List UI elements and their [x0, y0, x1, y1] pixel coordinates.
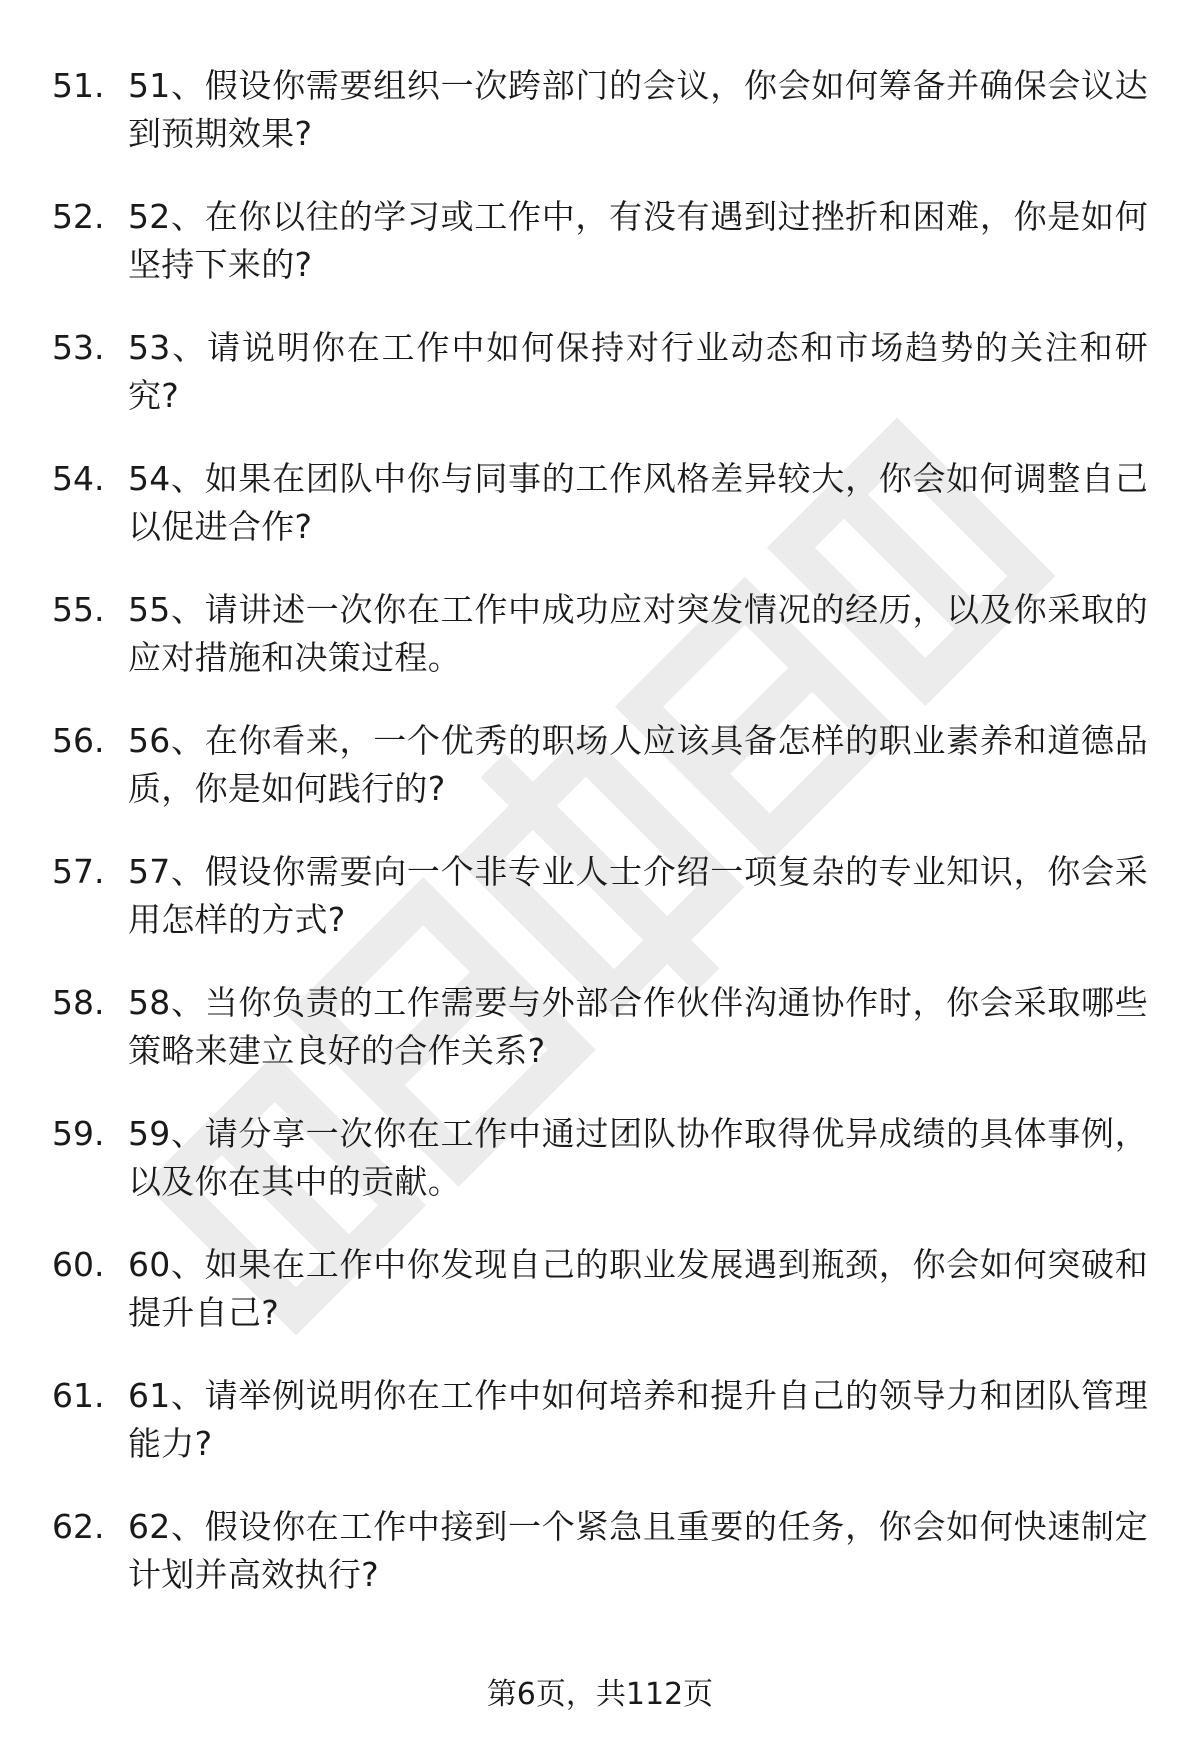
question-text: 59、请分享一次你在工作中通过团队协作取得优异成绩的具体事例，以及你在其中的贡献。 — [128, 1114, 1148, 1201]
list-item — [0, 848, 1200, 979]
list-item — [0, 1372, 1200, 1503]
question-text: 54、如果在团队中你与同事的工作风格差异较大，你会如何调整自己以促进合作? — [128, 459, 1148, 546]
list-item — [0, 455, 1200, 586]
question-number: 55. — [52, 590, 105, 629]
question-number: 54. — [52, 459, 105, 498]
list-item — [0, 1110, 1200, 1241]
question-number: 58. — [52, 983, 105, 1022]
question-number: 52. — [52, 197, 105, 236]
question-number: 59. — [52, 1114, 105, 1153]
question-text: 55、请讲述一次你在工作中成功应对突发情况的经历，以及你采取的应对措施和决策过程。 — [128, 590, 1148, 677]
question-list — [0, 62, 1200, 1634]
question-number: 53. — [52, 328, 105, 367]
page-footer — [0, 1675, 1200, 1715]
question-text: 53、请说明你在工作中如何保持对行业动态和市场趋势的关注和研究? — [128, 328, 1148, 415]
list-item — [0, 586, 1200, 717]
page-number-label: 第6页，共112页 — [486, 1677, 714, 1712]
question-text: 61、请举例说明你在工作中如何培养和提升自己的领导力和团队管理能力? — [128, 1376, 1148, 1463]
list-item — [0, 62, 1200, 193]
question-text: 52、在你以往的学习或工作中，有没有遇到过挫折和困难，你是如何坚持下来的? — [128, 197, 1148, 284]
question-text: 62、假设你在工作中接到一个紧急且重要的任务，你会如何快速制定计划并高效执行? — [128, 1507, 1148, 1594]
question-text: 58、当你负责的工作需要与外部合作伙伴沟通协作时，你会采取哪些策略来建立良好的合作关系? — [128, 983, 1148, 1070]
list-item — [0, 193, 1200, 324]
question-text: 56、在你看来，一个优秀的职场人应该具备怎样的职业素养和道德品质，你是如何践行的? — [128, 721, 1148, 808]
question-number: 51. — [52, 66, 105, 105]
question-text: 51、假设你需要组织一次跨部门的会议，你会如何筹备并确保会议达到预期效果? — [128, 66, 1148, 153]
list-item — [0, 1503, 1200, 1634]
question-text: 57、假设你需要向一个非专业人士介绍一项复杂的专业知识，你会采用怎样的方式? — [128, 852, 1148, 939]
question-number: 61. — [52, 1376, 105, 1415]
question-number: 56. — [52, 721, 105, 760]
question-number: 60. — [52, 1245, 105, 1284]
list-item — [0, 324, 1200, 455]
question-text: 60、如果在工作中你发现自己的职业发展遇到瓶颈，你会如何突破和提升自己? — [128, 1245, 1148, 1332]
list-item — [0, 717, 1200, 848]
list-item — [0, 1241, 1200, 1372]
question-number: 57. — [52, 852, 105, 891]
list-item — [0, 979, 1200, 1110]
question-number: 62. — [52, 1507, 105, 1546]
